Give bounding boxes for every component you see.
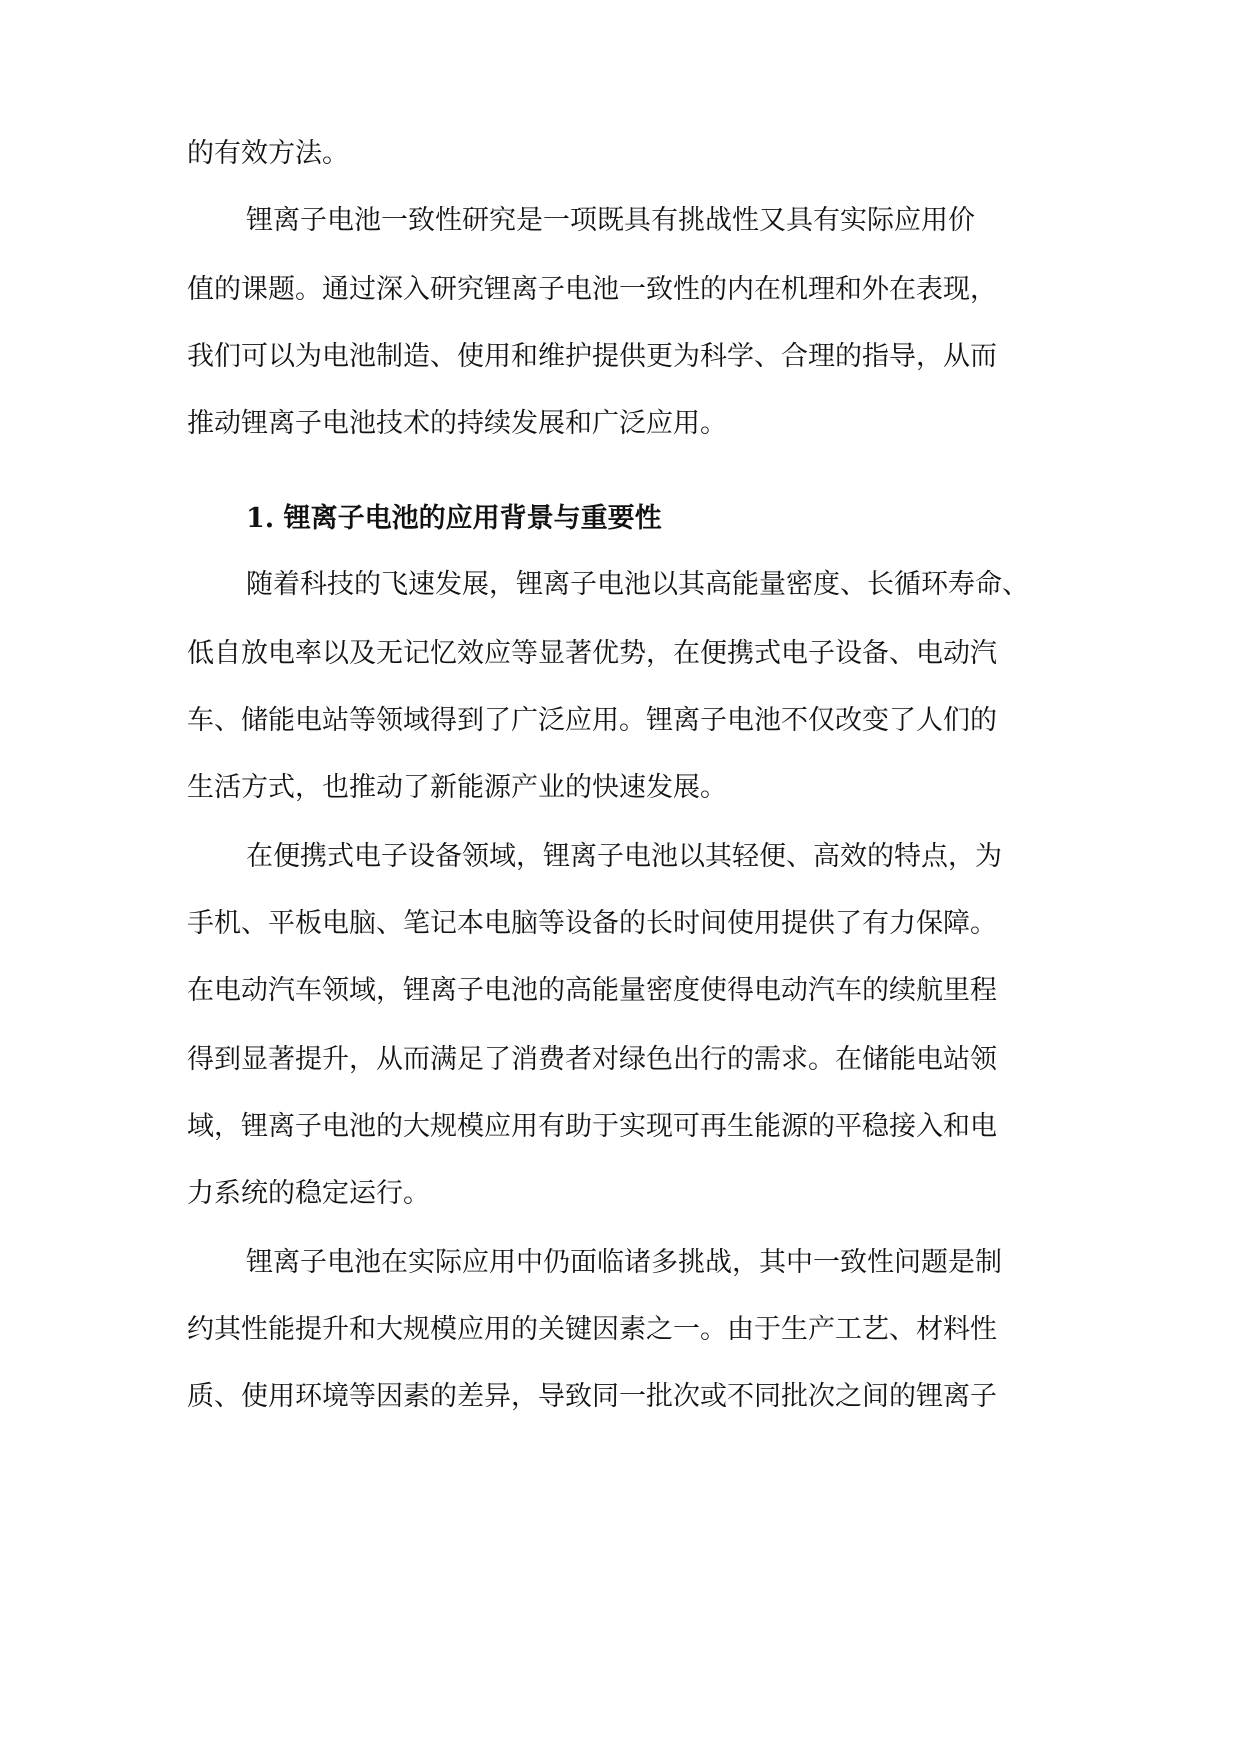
text-line: 锂离子电池在实际应用中仍面临诸多挑战，其中一致性问题是制	[246, 1247, 1002, 1278]
text-line: 我们可以为电池制造、使用和维护提供更为科学、合理的指导，从而	[187, 341, 997, 372]
text-line: 约其性能提升和大规模应用的关键因素之一。由于生产工艺、材料性	[187, 1314, 997, 1345]
text-line: 低自放电率以及无记忆效应等显著优势，在便携式电子设备、电动汽	[187, 638, 997, 669]
text-line: 随着科技的飞速发展，锂离子电池以其高能量密度、长循环寿命、	[246, 569, 1029, 600]
text-line: 的有效方法。	[187, 138, 349, 169]
text-line: 值的课题。通过深入研究锂离子电池一致性的内在机理和外在表现，	[187, 274, 997, 305]
text-line: 在电动汽车领域，锂离子电池的高能量密度使得电动汽车的续航里程	[187, 975, 997, 1006]
text-line: 锂离子电池一致性研究是一项既具有挑战性又具有实际应用价	[246, 205, 975, 236]
text-line: 在便携式电子设备领域，锂离子电池以其轻便、高效的特点，为	[246, 841, 1002, 872]
text-line: 车、储能电站等领域得到了广泛应用。锂离子电池不仅改变了人们的	[187, 705, 997, 736]
text-line: 得到显著提升，从而满足了消费者对绿色出行的需求。在储能电站领	[187, 1044, 997, 1075]
text-line: 力系统的稳定运行。	[187, 1178, 430, 1209]
text-line: 手机、平板电脑、笔记本电脑等设备的长时间使用提供了有力保障。	[187, 908, 997, 939]
text-line: 域，锂离子电池的大规模应用有助于实现可再生能源的平稳接入和电	[187, 1111, 997, 1142]
text-line: 生活方式，也推动了新能源产业的快速发展。	[187, 772, 727, 803]
section-heading: 1. 锂离子电池的应用背景与重要性	[246, 503, 662, 534]
text-line: 质、使用环境等因素的差异，导致同一批次或不同批次之间的锂离子	[187, 1381, 997, 1412]
text-line: 推动锂离子电池技术的持续发展和广泛应用。	[187, 408, 727, 439]
